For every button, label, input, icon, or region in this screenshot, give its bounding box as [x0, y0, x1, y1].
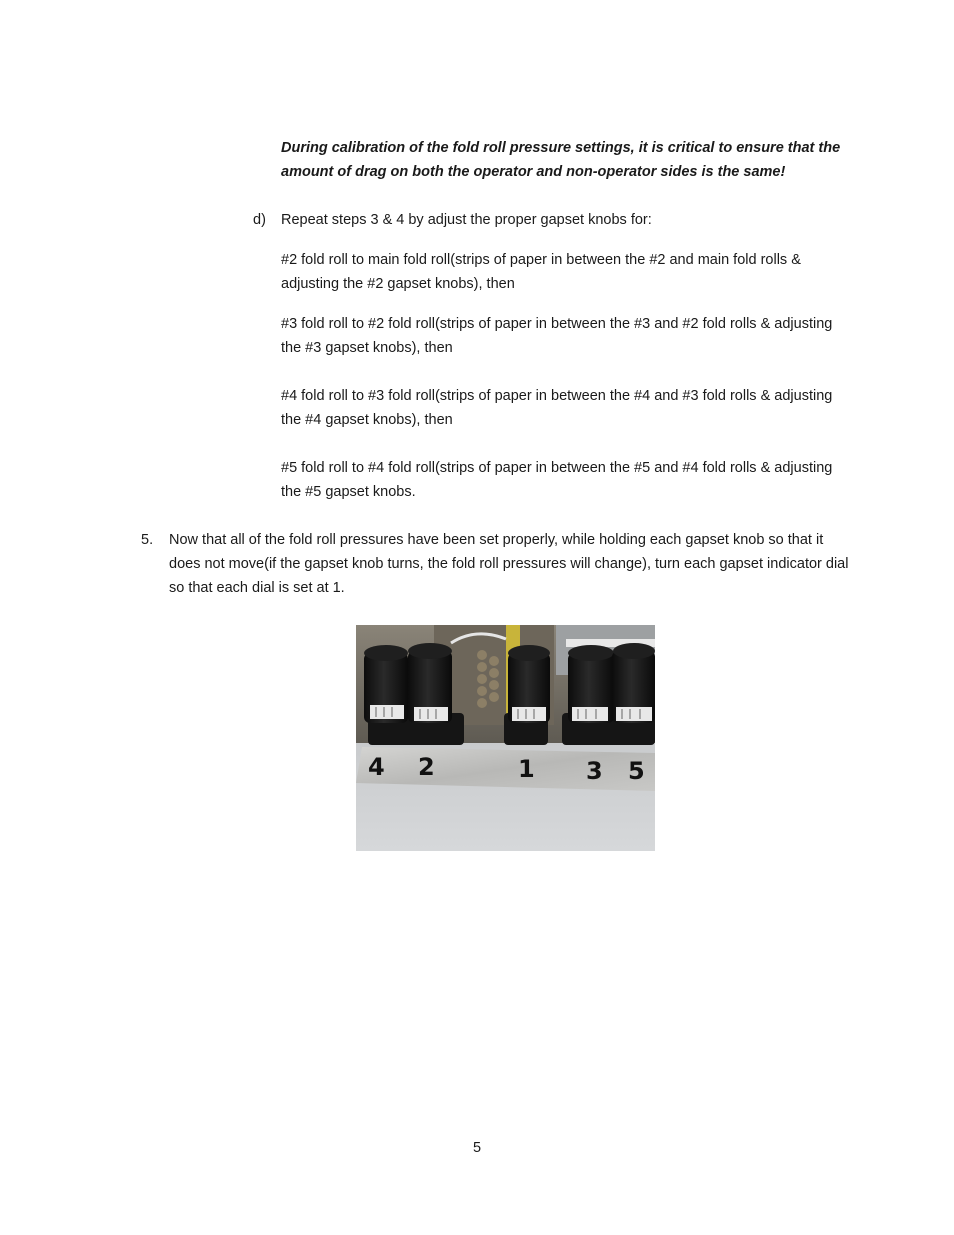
fold-roll-3-instruction: #3 fold roll to #2 fold roll(strips of paper in between the #3 and #2 fold rolls & adjusting the #3 gapset knobs), then [281, 316, 833, 356]
step-5-marker: 5. [141, 532, 154, 548]
gapset-knobs-illustration [356, 625, 655, 851]
page-number: 5 [472, 1140, 482, 1156]
step-d-marker: d) [253, 212, 266, 228]
plate-label-4: 4 [368, 753, 385, 781]
plate-label-3: 3 [586, 757, 603, 785]
fold-roll-5-instruction: #5 fold roll to #4 fold roll(strips of paper in between the #5 and #4 fold rolls & adjusting the #5 gapset knobs. [281, 460, 833, 500]
plate-label-2: 2 [418, 753, 435, 781]
knob-4 [364, 645, 408, 723]
plate-label-1: 1 [518, 755, 535, 783]
fold-roll-2-instruction: #2 fold roll to main fold roll(strips of paper in between the #2 and main fold rolls & adjusting the #2 gapset knobs), then [281, 252, 801, 292]
fold-roll-4-instruction: #4 fold roll to #3 fold roll(strips of paper in between the #4 and #3 fold rolls & adjusting the #4 gapset knobs), then [281, 388, 833, 428]
knob-5 [612, 643, 655, 723]
knob-2 [408, 643, 452, 723]
calibration-warning: During calibration of the fold roll pressure settings, it is critical to ensure that the amount of drag on both the operator and non-operator sides is the same! [281, 140, 841, 180]
plate-label-5: 5 [628, 757, 645, 785]
knob-1 [508, 645, 550, 723]
step-5-text: Now that all of the fold roll pressures have been set properly, while holding each gapset knob so that it does not move(if the gapset knob turns, the fold roll pressures will change), turn each gapset indicator dial so that each dial is set at 1. [169, 532, 849, 596]
gapset-knobs-photo [356, 625, 655, 851]
step-d-text: Repeat steps 3 & 4 by adjust the proper gapset knobs for: [281, 212, 652, 228]
knob-3 [568, 645, 614, 723]
